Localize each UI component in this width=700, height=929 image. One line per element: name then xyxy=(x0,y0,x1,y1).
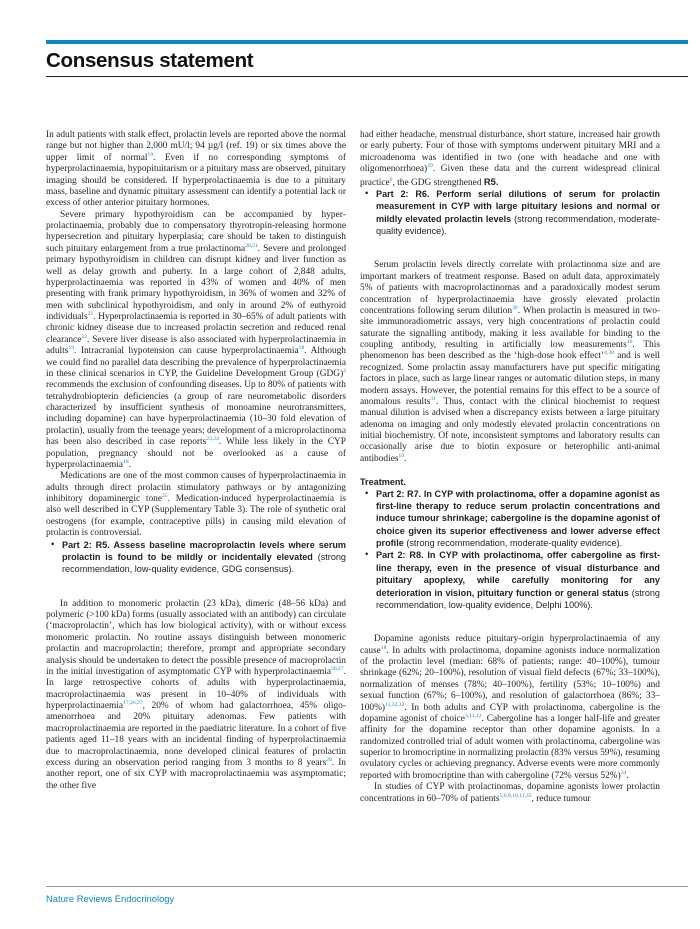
page-title: Consensus statement xyxy=(46,49,254,72)
left-column xyxy=(46,130,346,792)
citation-link[interactable]: 21 xyxy=(87,310,94,317)
citation-link[interactable]: 2 xyxy=(343,367,346,374)
recommendation-strength: (strong recommendation, low-quality evidence, GDG consensus). xyxy=(62,551,346,575)
citation-link[interactable]: 11,32,33 xyxy=(385,701,405,708)
citation-link[interactable]: 19 xyxy=(68,345,74,351)
footer-divider xyxy=(46,886,688,887)
citation-link[interactable]: 34 xyxy=(620,769,627,776)
citation-link[interactable]: 5,6,8,10,11,35 xyxy=(499,792,532,799)
citation-link[interactable]: 17,26,27 xyxy=(123,699,143,706)
recommendation-r8 xyxy=(360,550,660,612)
citation-link[interactable]: 18 xyxy=(123,458,129,465)
recommendation-text: Part 2: R8. In CYP with prolactinoma, offer cabergoline as first-line therapy, even in the presence of visual disturbance and pituitary apoplexy, while carefully monitoring for any deterioration in vision, pituitary function or general status xyxy=(376,550,660,598)
journal-name[interactable]: Nature Reviews Endocrinology xyxy=(46,893,175,904)
citation-link[interactable]: 25 xyxy=(162,492,168,499)
citation-link[interactable]: 31 xyxy=(430,395,436,402)
recommendation-r7 xyxy=(360,489,660,551)
citation-link[interactable]: 3,11,12 xyxy=(464,712,482,719)
recommendation-strength: (strong recommendation, moderate-quality evidence). xyxy=(376,213,660,236)
recommendation-text: Part 2: R5. Assess baseline macroprolactin levels where serum prolactin is found to be mildly or incidentally elevated xyxy=(62,539,346,562)
recommendation-strength: (strong recommendation, low-quality evidence, Delphi 100%). xyxy=(376,587,660,610)
citation-link[interactable]: 19 xyxy=(147,151,154,158)
header-accent-rule xyxy=(46,40,688,44)
citation-link[interactable]: 18 xyxy=(380,644,387,651)
header-divider xyxy=(46,76,688,77)
citation-link[interactable]: 19 xyxy=(398,452,405,459)
recommendation-r6 xyxy=(360,189,660,239)
paragraph: Severe primary hypothyroidism can be accompanied by hyperprolactinaemia, probably due to compensatory thyrotropin-releasing hormone hypersecretion and pituitary hyperplasia; care should be taken to distinguish such pituitary enlargement from a true prolactinoma$^{20,21}$. Severe and prolonged primary hypothyroidism in children can disrupt kidney and liver function as well as delay growth and puberty. In a large cohort of 2,848 adults, hyperprolactinaemia was reported in 43% of women and 40% of men presenting with frank primary hypothyroidism, in 36% of women and 32% of men with subclinical hypothyroidism, and only in around 2% of euthyroid individuals$^{21}$. Hyperprolactinaemia is reported in 30–65% of adult patients with chronic kidney disease due to increased prolactin secretion and reduced renal clearance$^{22}$. Severe liver disease is also associated with hyperprolactinaemia in adults$^{19}$. Intracranial hypotension can cause hyperprolactinaemia$^{18}$. Although we could find no parallel data describing the prevalence of hyperprolactinaemia in these clinical scenarios in CYP, the Guideline Development Group (GDG)$^2$ recommends the exclusion of confounding diseases. Up to 80% of patients with tetrahydrobiopterin deficiencies (a group of rare neurometabolic disorders characterized by insufficient synthesis of monoamine neurotransmitters, including dopamine) can have hyperprolactinaemia (10–30 fold elevation of prolactin), usually from the teenage years; development of a microprolactinoma has been also described in case reports$^{23,24}$. While less likely in the CYP population, pregnancy should not be overlooked as a cause of hyperprolactinaemia$^{18}$. xyxy=(46,209,347,470)
recommendation-r5 xyxy=(46,540,346,577)
paragraph: In addition to monomeric prolactin (23 kDa), dimeric (48–56 kDa) and polymeric (>100 kDa) forms (usually associated with an antibody) can circulate (‘macroprolactin’, which has low biological activity), with or without excess monomeric prolactin. No routine assays distinguish between monomeric prolactin and macroprolactin; therefore, prompt and appropriate secondary analysis should be undertaken to detect the possible presence of macroprolactin in the initial investigation of asymptomatic CYP with hyperprolactinaemia$^{26,27}$. In large retrospective cohorts of adults with hyperprolactinaemia, macroprolactinaemia was present in 10–40% of individuals with hyperprolactinaemia$^{17,26,27}$, 20% of whom had galactorrhoea, 45% oligo-amenorrhoea and 20% pituitary adenomas. Few patients with macroprolactinaemia are reported in the paediatric literature. In a cohort of five patients aged 11–18 years with an incidental finding of hyperprolactinaemia due to macroprolactinaemia, none developed clinical features of prolactin excess during an observation period ranging from 3 months to 8 years$^{28}$. In another report, one of six CYP with macroprolactinaemia was asymptomatic; the other five xyxy=(46,598,346,791)
recommendation-text: Part 2: R6. Perform serial dilutions of serum for prolactin measurement in CYP with large pituitary lesions and normal or mildly elevated prolactin levels xyxy=(376,188,660,224)
citation-link[interactable]: 28 xyxy=(326,756,332,763)
citation-link[interactable]: 6 xyxy=(389,176,393,183)
recommendation-strength: (strong recommendation, moderate-quality evidence). xyxy=(403,538,623,548)
citation-link[interactable]: 22 xyxy=(81,333,87,340)
right-column xyxy=(360,130,660,805)
bullet-icon: • xyxy=(51,539,55,550)
paragraph: Medications are one of the most common causes of hyperprolactinaemia in adults through direct prolactin stimulatory pathways or by antagonizing inhibitory dopaminergic tone$^{25}$. Medication-induced hyperprolactinaemia is also well described in CYP (Supplementary Table 3). The role of synthetic oral oestrogens (for example, contraceptive pills) in causing mild elevation of prolactin is controversial. xyxy=(46,471,346,539)
paragraph: had either headache, menstrual disturbance, short stature, increased hair growth or early puberty. Four of those with symptoms underwent pituitary MRI and a microadenoma was identified in two (one with headache and one with oligomenorrhoea)$^{29}$. Given these data and the current widespread clinical practice$^6$, the GDG strengthened R5. xyxy=(360,130,660,188)
paragraph: In studies of CYP with prolactinomas, dopamine agonists lower prolactin concentrations in 60–70% of patients$^{5,6,8,10,11,35}$, reduce tumour xyxy=(360,782,660,804)
citation-link[interactable]: 18 xyxy=(298,345,305,351)
bullet-icon: • xyxy=(365,188,369,199)
citation-link[interactable]: 30 xyxy=(512,304,518,311)
citation-link[interactable]: 29 xyxy=(427,163,433,169)
citation-link[interactable]: 4,30 xyxy=(604,350,614,357)
recommendation-text: Part 2: R7. In CYP with prolactinoma, offer a dopamine agonist as first-line therapy to reduce serum prolactin concentrations and induce tumour shrinkage; cabergoline is the dopamine agonist of choice given its superior effectiveness and lower adverse effect profile xyxy=(376,488,660,548)
paragraph: Serum prolactin levels directly correlate with prolactinoma size and are important markers of treatment response. Based on adult data, approximately 5% of patients with macroprolactinomas and a paradoxically modest serum concentration of hyperprolactinaemia have grossly elevated prolactin concentrations following serum dilution$^{30}$. When prolactin is measured in two-site immunoradiometric assays, very high concentrations of prolactin could saturate the signalling antibody, making it less available for binding to the coupling antibody, resulting in artificially low measurements$^{16}$. This phenomenon has been described as the ‘high-dose hook effect’$^{4,30}$ and is well recognized. Some prolactin assay manufacturers have put specific mitigating factors in place, such as large linear ranges or automatic dilution steps, in many modern assays. However, the potential remains for this effect to be a source of anomalous results$^{31}$. Thus, contact with the clinical biochemist to request manual dilution is advised when a discrepancy exists between a large pituitary adenoma on imaging and only modestly elevated prolactin concentrations on initial biochemistry. Of note, inconsistent symptoms and laboratory results can occasionally arise due to biotin exposure or heterophilic anti-animal antibodies$^{19}$. xyxy=(360,260,661,464)
citation-link[interactable]: 26,27 xyxy=(331,665,344,672)
bullet-icon: • xyxy=(365,550,369,561)
citation-link[interactable]: 20,21 xyxy=(245,242,258,249)
citation-link[interactable]: 16 xyxy=(626,338,633,345)
paragraph: Dopamine agonists reduce pituitary-origin hyperprolactinaemia of any cause$^{18}$. In adults with prolactinoma, dopamine agonists induce normalization of the prolactin level (median: 68% of patients; range: 40–100%), tumour shrinkage (62%; 20–100%), resolution of visual field defects (67%; 33–100%), normalization of menses (78%; 40–100%), fertility (53%; 10–100%) and sexual function (67%; 6–100%), and resolution of galactorrhoea (86%; 33–100%)$^{11,32,33}$. In both adults and CYP with prolactinoma, cabergoline is the dopamine agonist of choice$^{3,11,12}$. Cabergoline has a longer half-life and greater affinity for the dopamine receptor than other dopamine agonists. In a randomized controlled trial of adult women with prolactinoma, cabergoline was superior to bromocriptine in normalizing prolactin (83% versus 59%), resuming ovulatory cycles or achieving pregnancy. Adverse events were more commonly reported with bromocriptine than with cabergoline (72% versus 52%)$^{34}$. xyxy=(360,634,660,781)
section-heading-treatment: Treatment. xyxy=(360,477,406,488)
bullet-icon: • xyxy=(365,488,369,499)
citation-link[interactable]: 23,24 xyxy=(206,436,219,442)
paragraph: In adult patients with stalk effect, prolactin levels are reported above the normal range but not higher than 2,000 mU/l; 94 µg/l (ref. 19) or six times above the upper limit of normal$^{19}$. Even if no corresponding symptoms of hyperprolactinaemia, hypopituitarism or a pituitary mass are observed, pituitary imaging should be considered. If hyperprolactinaemia is due to a pituitary mass, baseline and dynamic pituitary assessment can identify a potential lack or excess of other anterior pituitary hormones. xyxy=(46,130,346,209)
